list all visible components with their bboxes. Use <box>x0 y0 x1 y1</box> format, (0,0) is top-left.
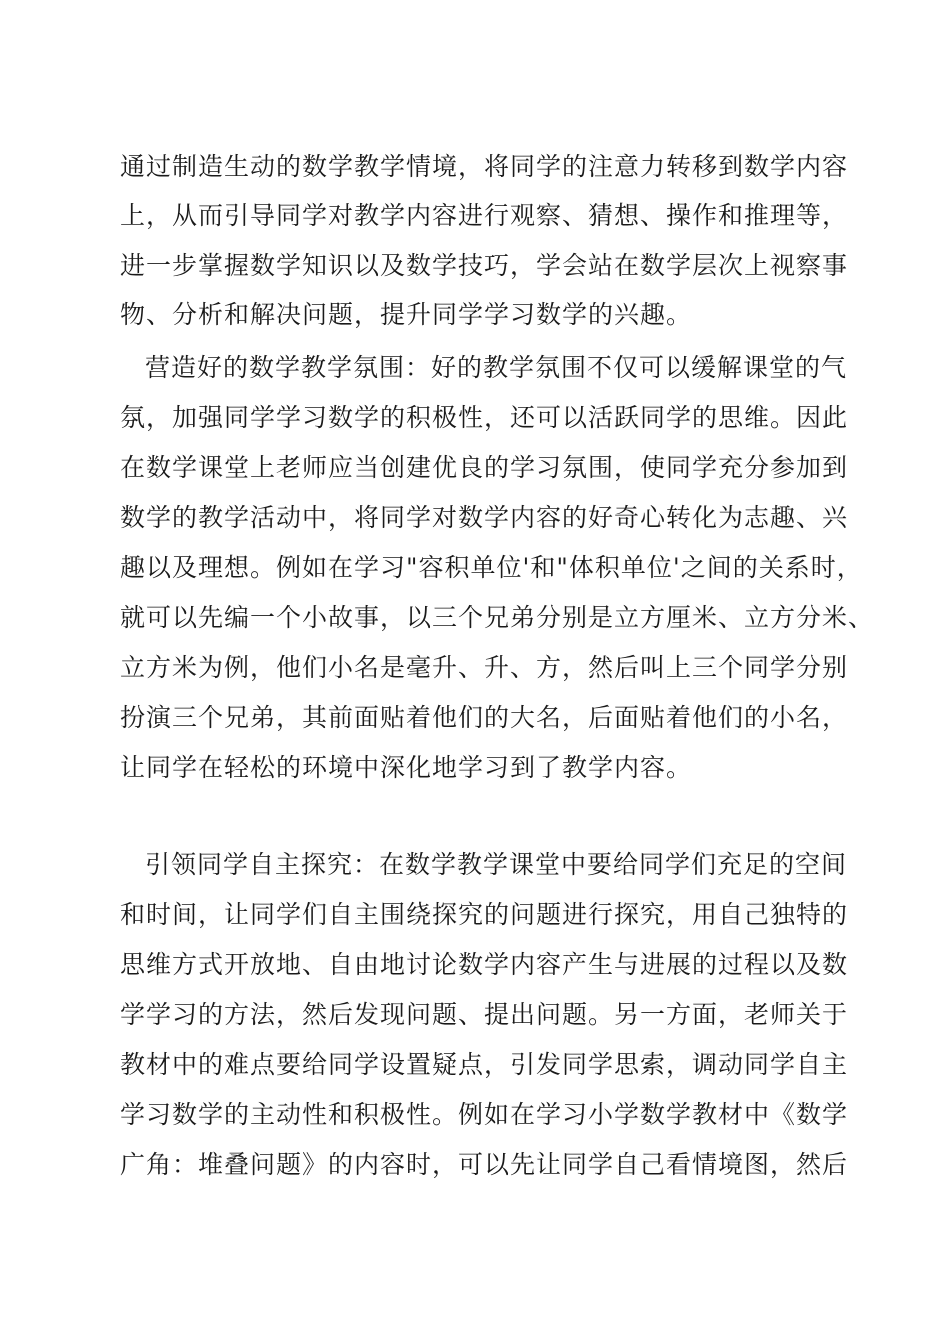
text-line: 通过制造生动的数学教学情境，将同学的注意力转移到数学内容 <box>120 152 849 181</box>
text-line: 扮演三个兄弟，其前面贴着他们的大名，后面贴着他们的小名， <box>120 703 849 732</box>
paragraph-first-line: 营造好的数学教学氛围：好的教学氛围不仅可以缓解课堂的气 <box>145 353 848 382</box>
text-line: 和时间，让同学们自主围绕探究的问题进行探究，用自己独特的 <box>120 900 849 929</box>
text-line: 学习数学的主动性和积极性。例如在学习小学数学教材中《数学 <box>120 1100 849 1129</box>
text-line: 思维方式开放地、自由地讨论数学内容产生与进展的过程以及数 <box>120 950 849 979</box>
text-line: 数学的教学活动中，将同学对数学内容的好奇心转化为志趣、兴 <box>120 503 849 532</box>
text-line: 立方米为例，他们小名是毫升、升、方，然后叫上三个同学分别 <box>120 653 849 682</box>
text-line: 进一步掌握数学知识以及数学技巧，学会站在数学层次上视察事 <box>120 251 849 280</box>
text-line: 让同学在轻松的环境中深化地学习到了教学内容。 <box>120 753 693 782</box>
text-line: 学学习的方法，然后发现问题、提出问题。另一方面，老师关于 <box>120 1000 849 1029</box>
text-line: 就可以先编一个小故事，以三个兄弟分别是立方厘米、立方分米、 <box>120 603 875 632</box>
text-line: 在数学课堂上老师应当创建优良的学习氛围，使同学充分参加到 <box>120 453 849 482</box>
text-line: 物、分析和解决问题，提升同学学习数学的兴趣。 <box>120 300 693 329</box>
text-line: 教材中的难点要给同学设置疑点，引发同学思索，调动同学自主 <box>120 1050 849 1079</box>
paragraph-first-line: 引领同学自主探究：在数学教学课堂中要给同学们充足的空间 <box>145 850 848 879</box>
text-line: 广角：堆叠问题》的内容时，可以先让同学自己看情境图，然后 <box>120 1150 849 1179</box>
text-line: 上，从而引导同学对教学内容进行观察、猜想、操作和推理等， <box>120 201 849 230</box>
text-line: 趣以及理想。例如在学习"容积单位'和"体积单位'之间的关系时， <box>120 553 863 582</box>
text-line: 氛，加强同学学习数学的积极性，还可以活跃同学的思维。因此 <box>120 403 849 432</box>
